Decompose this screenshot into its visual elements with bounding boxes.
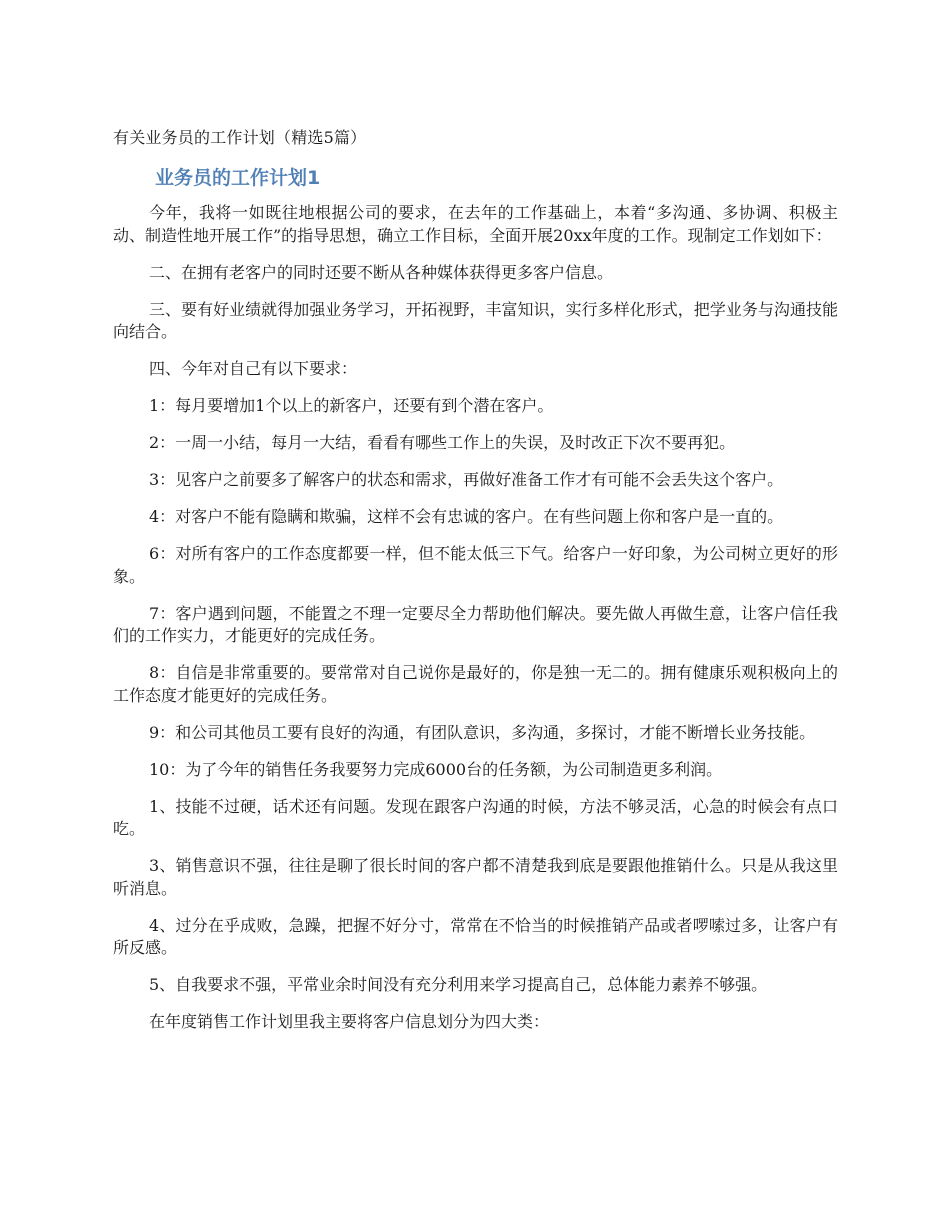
paragraph: 6：对所有客户的工作态度都要一样，但不能太低三下气。给客户一好印象，为公司树立更好的形象。 [113, 544, 838, 586]
paragraph: 4：对客户不能有隐瞒和欺骗，这样不会有忠诚的客户。在有些问题上你和客户是一直的。 [149, 507, 784, 526]
paragraph: 四、今年对自己有以下要求： [149, 359, 358, 378]
paragraph: 10：为了今年的销售任务我要努力完成6000台的任务额，为公司制造更多利润。 [149, 759, 723, 779]
paragraph: 3：见客户之前要多了解客户的状态和需求，再做好准备工作才有可能不会丢失这个客户。 [149, 470, 784, 489]
document-body [113, 202, 838, 1048]
paragraph: 8：自信是非常重要的。要常常对自己说你是最好的，你是独一无二的。拥有健康乐观积极向上的工作态度才能更好的完成任务。 [113, 663, 838, 705]
paragraph: 9：和公司其他员工要有良好的沟通，有团队意识，多沟通，多探讨，才能不断增长业务技能。 [149, 722, 816, 742]
paragraph: 1：每月要增加1个以上的新客户，还要有到个潜在客户。 [149, 396, 554, 415]
document-title: 有关业务员的工作计划（精选5篇） [113, 128, 367, 147]
paragraph: 1、技能不过硬，话术还有问题。发现在跟客户沟通的时候，方法不够灵活，心急的时候会有点口吃。 [113, 796, 838, 838]
paragraph: 2：一周一小结，每月一大结，看看有哪些工作上的失误，及时改正下次不要再犯。 [149, 433, 736, 452]
paragraph: 今年，我将一如既往地根据公司的要求，在去年的工作基础上，本着“多沟通、多协调、积极主动、制造性地开展工作”的指导思想，确立工作目标，全面开展20xx年度的工作。现制定工作划如下： [113, 203, 838, 245]
paragraph: 5、自我要求不强，平常业余时间没有充分利用来学习提高自己，总体能力素养不够强。 [149, 975, 768, 994]
paragraph: 7：客户遇到问题，不能置之不理一定要尽全力帮助他们解决。要先做人再做生意，让客户信任我们的工作实力，才能更好的完成任务。 [113, 603, 838, 645]
paragraph: 在年度销售工作计划里我主要将客户信息划分为四大类： [149, 1012, 550, 1031]
paragraph: 三、要有好业绩就得加强业务学习，开拓视野，丰富知识，实行多样化形式，把学业务与沟通技能向结合。 [113, 299, 838, 341]
paragraph: 二、在拥有老客户的同时还要不断从各种媒体获得更多客户信息。 [149, 262, 614, 282]
section-heading: 业务员的工作计划1 [155, 167, 321, 189]
paragraph: 3、销售意识不强，往往是聊了很长时间的客户都不清楚我到底是要跟他推销什么。只是从我这里听消息。 [113, 856, 838, 898]
paragraph: 4、过分在乎成败，急躁，把握不好分寸，常常在不恰当的时候推销产品或者啰嗦过多，让客户有所反感。 [113, 915, 838, 957]
